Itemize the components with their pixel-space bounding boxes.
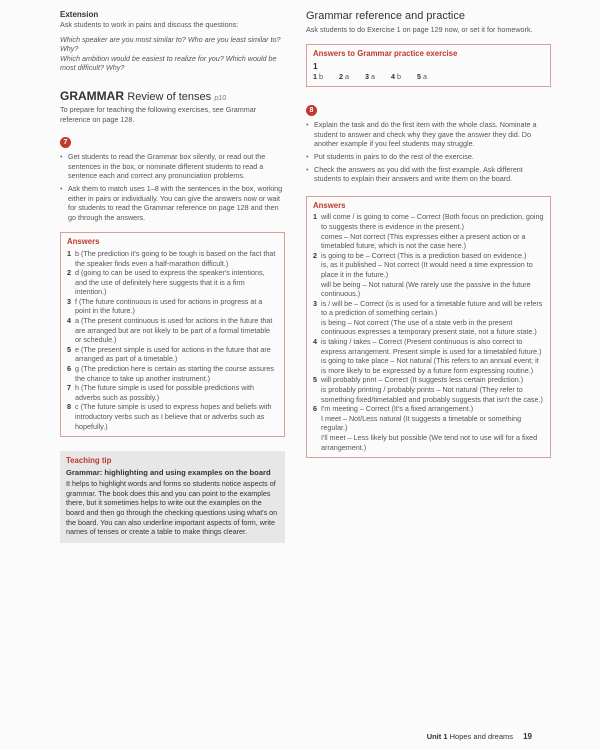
answer-item: 7 h (The future simple is used for possible predictions with adverbs such as possibly.) [67, 383, 254, 402]
answer-item: 3 is / will be – Correct (is is used for a timetable future and will be refers to a prediction of something certain.) is being – Not correct (The use of a state verb in the present continuous expresses a temporary present state, not a future state.) [313, 298, 543, 337]
teaching-tip-title: Teaching tip [66, 456, 112, 466]
grammar-subtitle: Review of tenses [127, 90, 212, 103]
practice-key: 1 b [313, 71, 323, 81]
practice-answers-title: Answers to Grammar practice exercise [313, 48, 458, 58]
exercise-8-badge: 8 [306, 105, 317, 116]
answer-item: 5 e (The present simple is used for actions in the future that are arranged as part of a timetable.) [67, 344, 271, 364]
exercise-8-bullet: • Put students in pairs to do the rest of the exercise. [314, 152, 551, 162]
grammar-reference-title: Grammar reference and practice [306, 10, 465, 22]
extension-title: Extension [60, 10, 99, 19]
exercise-8-bullet: • Check the answers as you did with the first example. Ask different students to explain their answers and write them on the board. [314, 165, 551, 184]
answer-item: 4 is taking / takes – Correct (Present continuous is also correct to express arrangement. Present simple is used for a timetabled future.) is going to take place – Not natural (This refers to an annual event; it is more likely to be expressed by a future form expressing routine.) [313, 337, 542, 375]
teaching-tip-body: It helps to highlight words and forms so students notice aspects of grammar. The book does this and you can point to the examples there, but it sometimes helps to write out the examples on the board and then go through the checking questions using what's on the board. You can also underline important aspects of form, write names of tenses or create a table to make things clearer. [66, 479, 278, 537]
grammar-intro: To prepare for teaching the following exercises, see Grammar reference on page 128. [60, 104, 257, 124]
left-column [60, 10, 285, 543]
extension-question-2: Which ambition would be easiest to realize for you? Which would be most difficult? Why? [60, 53, 277, 73]
exercise-7-bullet: • Get students to read the Grammar box silently, or read out the sentences in the box, or nominate different students to read a sentence each and correct any pronunciation problems. [68, 152, 285, 181]
practice-key: 3 a [365, 71, 375, 81]
page-number: 19 [523, 732, 532, 741]
answer-item: 6 I'm meeting – Correct (It's a fixed arrangement.) I meet – Not/Less natural (It suggests a timetable or something regular.) I'll meet – Less likely but possible (We tend not to use will for a fixed arrangement.) [313, 404, 538, 452]
grammar-reference-body: Ask students to do Exercise 1 on page 129 now, or set it for homework. [306, 25, 533, 34]
grammar-title: GRAMMAR [60, 88, 124, 103]
practice-answer-keys [313, 72, 544, 82]
practice-key: 5 a [417, 71, 427, 81]
practice-exercise-number: 1 [313, 61, 318, 72]
exercise-7-list [60, 152, 285, 222]
practice-key: 4 b [391, 71, 401, 81]
answer-item: 2 is going to be – Correct (This is a prediction based on evidence.) is, as it published – Not correct (It would need a time expression to place it in the future.) will be being – Not natural (We rarely use the passive in the future continuous.) [313, 250, 533, 299]
right-column [306, 10, 551, 458]
page-footer [427, 732, 532, 741]
answer-item: 1 b (The prediction it's going to be tough is based on the fact that the speaker finds even a half-marathon difficult.) [67, 248, 276, 268]
answer-item: 4 a (The present continuous is used for actions in the future that are arranged but are not likely to be part of a formal timetable or schedule.) [67, 316, 273, 345]
teaching-tip-subtitle: Grammar: highlighting and using examples on the board [66, 467, 271, 477]
exercise-8-list [306, 120, 551, 184]
answers-title: Answers [313, 200, 346, 210]
exercise-8-bullet: • Explain the task and do the first item with the whole class. Nominate a student to answer and check why they gave the answer they did. Do another example if you feel students may struggle. [314, 120, 551, 149]
answer-item: 8 c (The future simple is used to express hopes and beliefs with introductory verbs such as I believe that or adverbs such as hopefully.) [67, 402, 272, 431]
footer-unit-title: Hopes and dreams [449, 732, 513, 741]
exercise-7-badge-wrap [60, 131, 285, 149]
exercise-7-badge: 7 [60, 137, 71, 148]
exercise-8-badge-wrap [306, 99, 551, 117]
extension-instruction: Ask students to work in pairs and discuss the questions: [60, 20, 239, 29]
answer-item: 3 f (The future continuous is used for actions in progress at a point in the future.) [67, 296, 263, 316]
extension-question-1: Which speaker are you most similar to? Who are you least similar to? Why? [60, 34, 281, 54]
exercise-7-bullet: • Ask them to match uses 1–8 with the sentences in the box, working either in pairs or individually. You can give the answers now or wait for students to read the Grammar reference on page 128 and then go through the answers. [68, 184, 285, 222]
answers-title: Answers [67, 237, 100, 247]
answer-item: 1 will come / is going to come – Correct (Both focus on prediction, going to suggests there is evidence in the present.) comes – Not correct (This expresses either a present action or a timetabled future, which is not the case here.) [313, 212, 544, 251]
teaching-tip-box [60, 451, 285, 543]
footer-unit: Unit 1 [426, 732, 448, 741]
practice-answers-box [306, 44, 551, 88]
answers-box-right [306, 196, 551, 458]
grammar-heading [60, 89, 285, 103]
practice-key: 2 a [339, 71, 349, 81]
answers-box-left [60, 232, 285, 437]
answer-item: 5 will probably print – Correct (It suggests less certain prediction.) is probably printing / probably prints – Not natural (They refer to something fixed/timetabled and probably suggests that isn't the case.) [313, 375, 543, 404]
grammar-page-ref: p10 [214, 94, 227, 102]
answer-item: 6 g (The prediction here is certain as starting the course assures the chance to take up another instrument.) [67, 364, 274, 383]
answer-item: 2 d (going to can be used to express the speaker's intentions, and the use of definitely here suggests that it is a firm intention.) [67, 268, 265, 297]
